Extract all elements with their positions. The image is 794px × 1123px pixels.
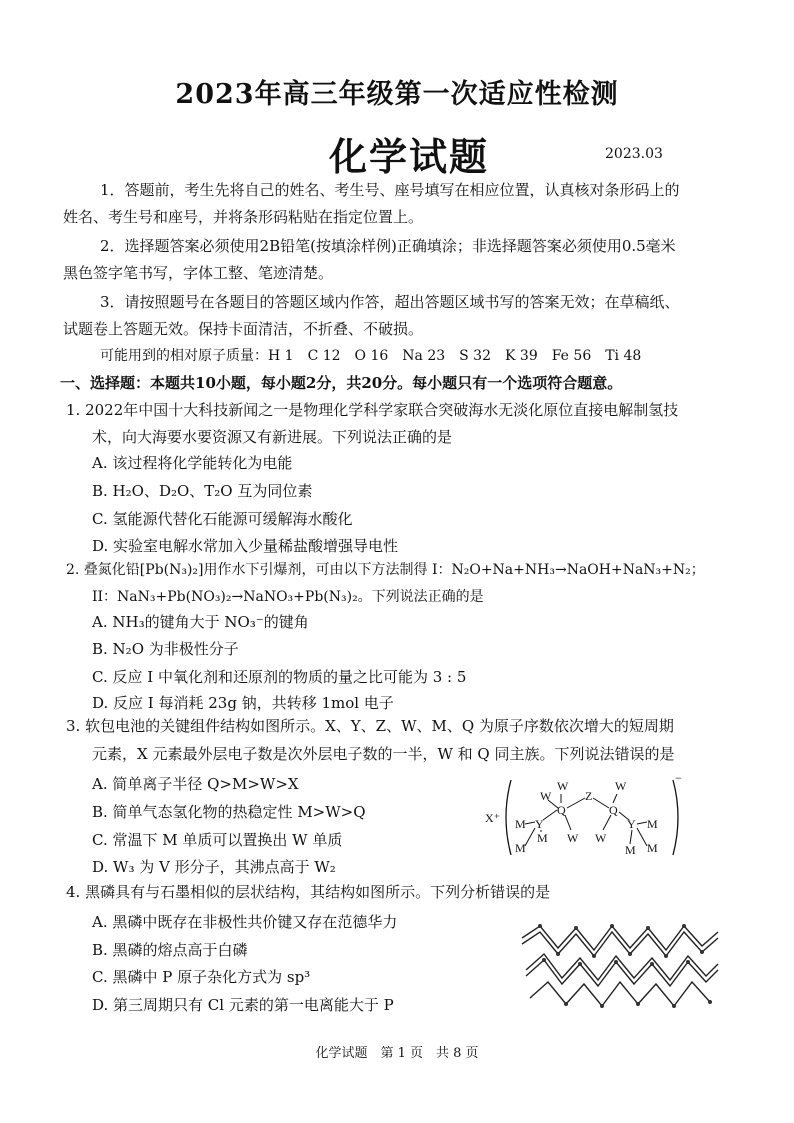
svg-text:M: M xyxy=(515,841,526,855)
question-2-stem: II：NaN₃+Pb(NO₃)₂→NaNO₃+Pb(N₃)₂。下列说法正确的是 xyxy=(92,589,484,605)
question-3-option-d: D. W₃ 为 V 形分子，其沸点高于 W₂ xyxy=(92,858,336,876)
page-footer: 化学试题 第 1 页 共 8 页 xyxy=(315,1046,479,1061)
instruction-line: 黑色签字笔书写，字体工整、笔迹清楚。 xyxy=(63,264,334,282)
exam-date: 2023.03 xyxy=(605,146,663,162)
question-4-option-a: A. 黑磷中既存在非极性共价键又存在范德华力 xyxy=(92,913,398,931)
section-heading: 一、选择题：本题共10小题，每小题2分，共20分。每小题只有一个选项符合题意。 xyxy=(60,374,623,392)
svg-text:Y: Y xyxy=(535,817,544,831)
question-1-option-c: C. 氢能源代替化石能源可缓解海水酸化 xyxy=(92,510,353,528)
label-minus: − xyxy=(675,771,682,785)
question-2-option-a: A. NH₃的键角大于 NO₃⁻的键角 xyxy=(92,613,309,631)
question-4-option-d: D. 第三周期只有 Cl 元素的第一电离能大于 P xyxy=(92,996,394,1014)
instruction-line: 3．请按照题号在各题目的答题区域内作答，超出答题区域书写的答案无效；在草稿纸、 xyxy=(100,293,680,311)
instruction-line: 1．答题前，考生先将自己的姓名、考生号、座号填写在相应位置，认真核对条形码上的 xyxy=(100,181,680,199)
question-3-stem: 元素，X 元素最外层电子数是次外层电子数的一半，W 和 Q 同主族。下列说法错误的是 xyxy=(92,745,675,763)
svg-text:Y: Y xyxy=(627,817,636,831)
question-3-stem: 3. 软包电池的关键组件结构如图所示。X、Y、Z、W、M、Q 为原子序数依次增大的短周期 xyxy=(66,717,674,735)
svg-text:W: W xyxy=(557,779,569,793)
question-2-stem: 2. 叠氮化铅[Pb(N₃)₂]用作水下引爆剂，可由以下方法制得 I：N₂O+Na+NH₃→NaOH+NaN₃+N₂； xyxy=(66,562,705,578)
svg-text:M: M xyxy=(515,817,526,831)
question-3-option-b: B. 简单气态氢化物的热稳定性 M>W>Q xyxy=(92,803,366,821)
question-1-stem: 1. 2022年中国十大科技新闻之一是物理化学科学家联合突破海水无淡化原位直接电解制氢技 xyxy=(66,401,679,419)
svg-text:Q: Q xyxy=(557,803,566,817)
question-3-option-a: A. 简单离子半径 Q>M>W>X xyxy=(92,775,299,793)
question-4-option-b: B. 黑磷的熔点高于白磷 xyxy=(92,941,248,959)
molecular-structure-diagram xyxy=(485,770,685,865)
svg-text:Q: Q xyxy=(609,803,618,817)
question-4-option-c: C. 黑磷中 P 原子杂化方式为 sp³ xyxy=(92,968,311,986)
question-1-option-a: A. 该过程将化学能转化为电能 xyxy=(92,454,293,472)
svg-text:M: M xyxy=(537,831,548,845)
svg-text:W: W xyxy=(567,831,579,845)
svg-text:M: M xyxy=(647,841,658,855)
atomic-masses: 可能用到的相对原子质量：H 1 C 12 O 16 Na 23 S 32 K 39 Fe 56 Ti 48 xyxy=(100,348,642,364)
instruction-line: 姓名、考生号和座号，并将条形码粘贴在指定位置上。 xyxy=(63,208,424,226)
black-phosphorus-structure-image xyxy=(520,918,720,1008)
exam-title: 2023年高三年级第一次适应性检测 xyxy=(175,79,619,110)
subject-title: 化学试题 xyxy=(329,134,490,179)
question-2-option-c: C. 反应 I 中氧化剂和还原剂的物质的量之比可能为 3 : 5 xyxy=(92,668,467,686)
question-3-option-c: C. 常温下 M 单质可以置换出 W 单质 xyxy=(92,831,343,849)
instruction-line: 2．选择题答案必须使用2B铅笔(按填涂样例)正确填涂；非选择题答案必须使用0.5毫米 xyxy=(100,237,676,255)
svg-text:Z: Z xyxy=(585,789,593,803)
question-1-stem: 术，向大海要水要资源又有新进展。下列说法正确的是 xyxy=(92,428,453,446)
svg-text:M: M xyxy=(625,843,636,857)
svg-text:W: W xyxy=(540,789,552,803)
svg-text:W: W xyxy=(595,831,607,845)
question-4-stem: 4. 黑磷具有与石墨相似的层状结构，其结构如图所示。下列分析错误的是 xyxy=(66,883,551,901)
svg-text:W: W xyxy=(615,779,627,793)
svg-text:M: M xyxy=(647,817,658,831)
question-2-option-b: B. N₂O 为非极性分子 xyxy=(92,640,239,658)
question-1-option-b: B. H₂O、D₂O、T₂O 互为同位素 xyxy=(92,482,313,500)
instruction-line: 试题卷上答题无效。保持卡面清洁，不折叠、不破损。 xyxy=(63,320,424,338)
label-x-ion: X⁺ xyxy=(485,811,500,825)
question-2-option-d: D. 反应 I 每消耗 23g 钠，共转移 1mol 电子 xyxy=(92,694,394,712)
question-1-option-d: D. 实验室电解水常加入少量稀盐酸增强导电性 xyxy=(92,537,399,555)
